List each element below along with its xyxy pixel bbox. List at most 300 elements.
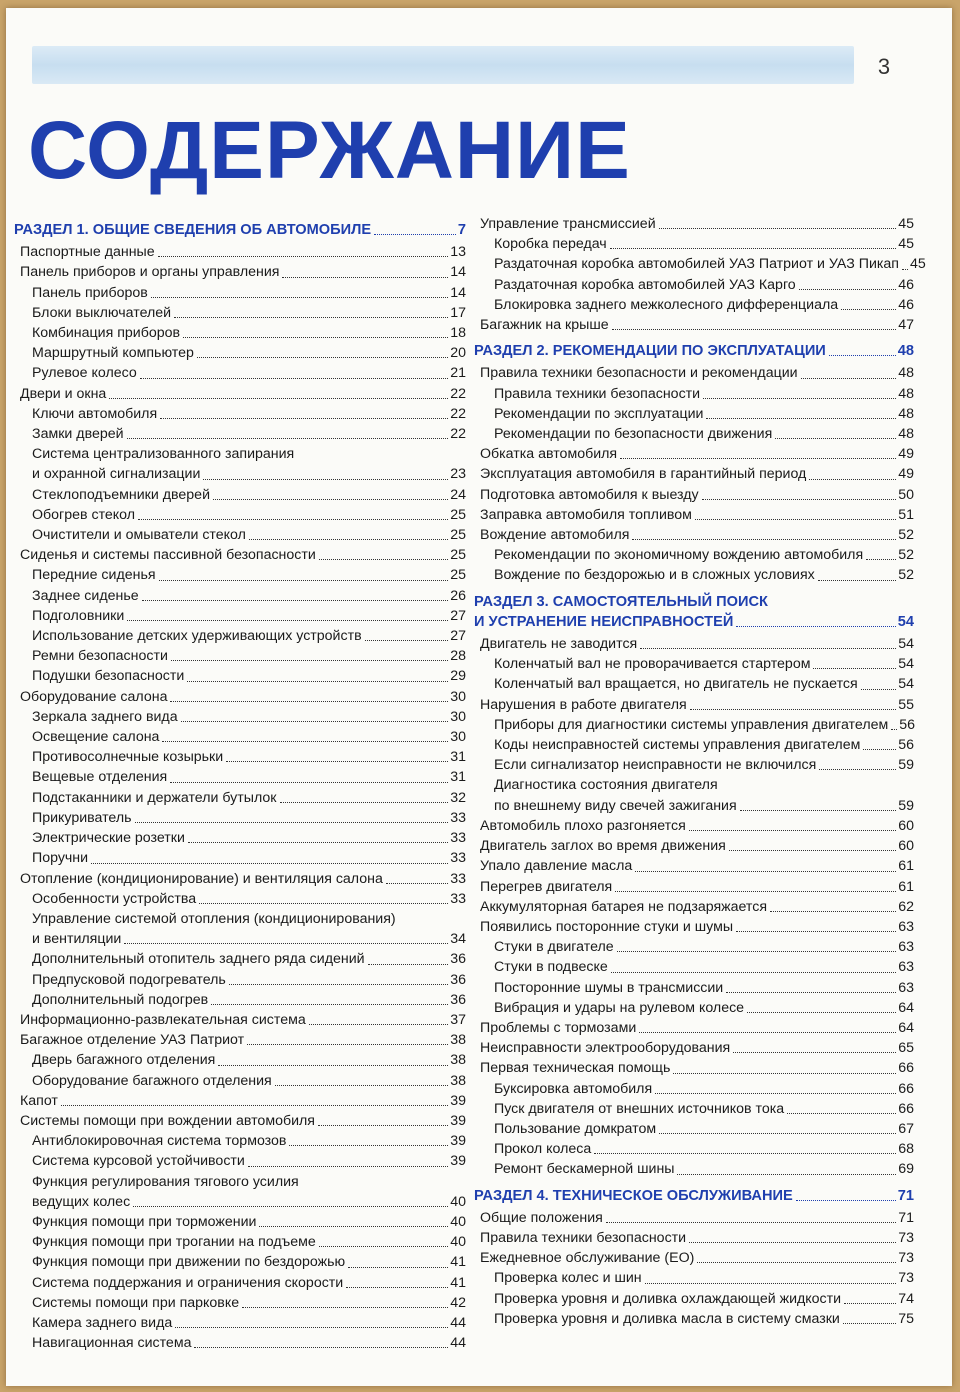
toc-entry[interactable] [474, 1248, 914, 1268]
toc-entry-title: Оборудование салона [20, 688, 168, 705]
toc-entry-title: Освещение салона [32, 729, 160, 746]
toc-entry-title: Обкатка автомобиля [480, 446, 618, 463]
toc-page-number: 38 [450, 1052, 466, 1069]
toc-page-number: 40 [450, 1193, 466, 1210]
toc-entry-title: Багажник на крыше [480, 317, 609, 334]
toc-entry[interactable] [474, 485, 914, 505]
toc-entry[interactable] [14, 1010, 466, 1030]
toc-page-number: 62 [898, 898, 914, 915]
toc-entry-title: Пользование домкратом [494, 1120, 657, 1137]
toc-entry[interactable] [474, 1038, 914, 1058]
toc-entry-title: Стуки в двигателе [494, 939, 614, 956]
toc-entry[interactable] [474, 1228, 914, 1248]
toc-entry[interactable] [474, 424, 914, 444]
toc-entry[interactable] [14, 1313, 466, 1333]
toc-page-number: 33 [450, 850, 466, 867]
toc-entry-title: Коленчатый вал вращается, но двигатель не пускается [494, 676, 858, 693]
dot-leader [138, 519, 448, 520]
toc-entry[interactable] [14, 970, 466, 990]
toc-page-number: 65 [898, 1040, 914, 1057]
toc-page-number: 59 [898, 757, 914, 774]
toc-section-heading[interactable] [474, 612, 914, 632]
book-page [6, 8, 952, 1386]
toc-section-heading[interactable] [474, 1186, 914, 1206]
dot-leader [639, 1032, 896, 1033]
toc-entry[interactable] [14, 727, 466, 747]
toc-page-number: 25 [450, 567, 466, 584]
toc-page-number: 60 [898, 817, 914, 834]
toc-entry-title: Подушки безопасности [32, 668, 185, 685]
toc-entry[interactable] [14, 1333, 466, 1353]
toc-section-heading: РАЗДЕЛ 3. САМОСТОЯТЕЛЬНЫЙ ПОИСК [474, 593, 768, 610]
dot-leader [187, 681, 448, 682]
toc-page-number: 41 [450, 1274, 466, 1291]
dot-leader [606, 1222, 896, 1223]
toc-page-number: 66 [898, 1060, 914, 1077]
toc-entry-title: Паспортные данные [20, 244, 155, 261]
toc-entry[interactable] [14, 363, 466, 383]
toc-entry[interactable] [474, 444, 914, 464]
toc-entry-title: Рулевое колесо [32, 365, 137, 382]
toc-entry-title: и охранной сигнализации [32, 466, 201, 483]
toc-entry[interactable] [14, 262, 466, 282]
dot-leader [844, 1303, 896, 1304]
dot-leader [706, 418, 896, 419]
toc-entry[interactable] [14, 788, 466, 808]
toc-entry[interactable] [14, 1030, 466, 1050]
toc-entry[interactable] [14, 565, 466, 585]
toc-page-number: 14 [450, 284, 466, 301]
toc-entry[interactable] [14, 242, 466, 262]
toc-page-number: 33 [450, 870, 466, 887]
toc-entry[interactable] [474, 856, 914, 876]
toc-entry-title: Правила техники безопасности [480, 1229, 687, 1246]
page-number: 3 [877, 54, 891, 79]
toc-entry[interactable] [14, 666, 466, 686]
toc-entry-title: Проверка уровня и доливка масла в систему смазки [494, 1310, 840, 1327]
toc-entry-title: Информационно-развлекательная система [20, 1011, 306, 1028]
toc-entry-title: Стуки в подвеске [494, 959, 608, 976]
toc-page-number: 33 [450, 809, 466, 826]
toc-entry[interactable] [14, 1050, 466, 1070]
toc-entry[interactable] [474, 525, 914, 545]
toc-entry[interactable] [14, 404, 466, 424]
toc-page-number: 22 [450, 426, 466, 443]
toc-entry-title: Передние сиденья [32, 567, 156, 584]
toc-page-number: 59 [898, 797, 914, 814]
toc-page-number: 40 [450, 1234, 466, 1251]
toc-entry-title: Вещевые отделения [32, 769, 168, 786]
toc-entry[interactable] [474, 1018, 914, 1038]
toc-entry[interactable] [474, 1268, 914, 1288]
toc-page-number: 30 [450, 708, 466, 725]
dot-leader [819, 769, 896, 770]
toc-entry[interactable] [474, 937, 914, 957]
dot-leader [181, 721, 449, 722]
toc-entry[interactable] [474, 1208, 914, 1228]
toc-page-number: 33 [450, 890, 466, 907]
dot-leader [109, 398, 448, 399]
toc-entry-title: Правила техники безопасности [494, 385, 701, 402]
toc-entry-title: Капот [20, 1092, 58, 1109]
toc-entry[interactable] [474, 1058, 914, 1078]
dot-leader [197, 357, 448, 358]
toc-page-number: 51 [898, 506, 914, 523]
dot-leader [282, 277, 448, 278]
toc-entry-title: Первая техническая помощь [480, 1060, 671, 1077]
toc-entry[interactable] [14, 767, 466, 787]
toc-entry-title: Ежедневное обслуживание (ЕО) [480, 1250, 695, 1267]
toc-page-number: 23 [450, 466, 466, 483]
toc-entry[interactable] [14, 808, 466, 828]
dot-leader [733, 1052, 896, 1053]
toc-entry[interactable] [474, 384, 914, 404]
toc-entry-title: Проверка уровня и доливка охлаждающей жидкости [494, 1290, 842, 1307]
toc-entry-title: Проблемы с тормозами [480, 1019, 637, 1036]
dot-leader [770, 911, 896, 912]
dot-leader [645, 1283, 897, 1284]
toc-entry[interactable] [14, 384, 466, 404]
toc-entry[interactable] [14, 1151, 466, 1171]
toc-entry[interactable] [474, 957, 914, 977]
toc-page-number: 50 [898, 486, 914, 503]
toc-entry[interactable] [14, 606, 466, 626]
toc-entry-title: Вождение по бездорожью и в сложных условиях [494, 567, 815, 584]
toc-entry[interactable] [474, 214, 914, 234]
toc-right-column [474, 214, 926, 1329]
toc-page-number: 46 [898, 296, 914, 313]
toc-entry[interactable] [14, 505, 466, 525]
toc-entry-title: Блоки выключателей [32, 304, 172, 321]
toc-entry-title: Аккумуляторная батарея не подзаряжается [480, 898, 768, 915]
dot-leader [242, 1307, 448, 1308]
toc-entry[interactable] [14, 525, 466, 545]
toc-entry[interactable] [14, 343, 466, 363]
toc-entry-title: Панель приборов [32, 284, 148, 301]
toc-entry[interactable] [474, 234, 914, 254]
toc-entry[interactable] [474, 978, 914, 998]
toc-entry-title: Багажное отделение УАЗ Патриот [20, 1032, 245, 1049]
toc-section-heading[interactable] [14, 220, 466, 240]
dot-leader [801, 378, 897, 379]
toc-page-number: 63 [898, 918, 914, 935]
toc-entry[interactable] [14, 889, 466, 909]
toc-page-number: 63 [898, 959, 914, 976]
dot-leader [259, 1226, 448, 1227]
toc-page-number: 52 [898, 547, 914, 564]
toc-entry[interactable] [14, 424, 466, 444]
toc-entry-title: Использование детских удерживающих устройств [32, 628, 362, 645]
toc-page-number: 44 [450, 1314, 466, 1331]
toc-entry[interactable] [14, 848, 466, 868]
toc-entry[interactable] [14, 1212, 466, 1232]
dot-leader [736, 626, 895, 627]
toc-entry[interactable] [474, 363, 914, 383]
toc-entry-line: Функция регулирования тягового усилия [32, 1173, 299, 1190]
dot-leader [229, 984, 448, 985]
toc-entry[interactable] [474, 1099, 914, 1119]
toc-entry[interactable] [14, 1091, 466, 1111]
toc-page-number: 71 [898, 1209, 914, 1226]
toc-entry[interactable] [14, 1131, 466, 1151]
dot-leader [159, 580, 449, 581]
toc-entry[interactable] [14, 303, 466, 323]
toc-entry[interactable] [14, 929, 466, 949]
toc-entry-title: РАЗДЕЛ 4. ТЕХНИЧЕСКОЕ ОБСЛУЖИВАНИЕ [474, 1187, 793, 1204]
toc-page-number: 54 [898, 636, 914, 653]
toc-page-number: 36 [450, 991, 466, 1008]
toc-entry[interactable] [474, 1119, 914, 1139]
dot-leader [188, 842, 448, 843]
dot-leader [127, 620, 448, 621]
toc-page-number: 48 [898, 385, 914, 402]
toc-entry[interactable] [474, 505, 914, 525]
toc-entry-title: Обогрев стекол [32, 506, 136, 523]
dot-leader [611, 972, 897, 973]
toc-page-number: 20 [450, 345, 466, 362]
toc-entry[interactable] [474, 755, 914, 775]
toc-entry-title: Зеркала заднего вида [32, 708, 178, 725]
dot-leader [318, 1125, 448, 1126]
toc-section-heading[interactable] [474, 341, 914, 361]
toc-entry[interactable] [14, 949, 466, 969]
toc-page-number: 68 [898, 1141, 914, 1158]
toc-page-number: 38 [450, 1032, 466, 1049]
toc-entry[interactable] [14, 1273, 466, 1293]
dot-leader [211, 1004, 448, 1005]
toc-page-number: 26 [450, 587, 466, 604]
dot-leader [866, 559, 896, 560]
toc-entry-title: Дверь багажного отделения [32, 1052, 216, 1069]
toc-entry[interactable] [14, 283, 466, 303]
toc-entry[interactable] [14, 1252, 466, 1272]
toc-entry-title: Навигационная система [32, 1335, 192, 1352]
toc-entry[interactable] [474, 634, 914, 654]
toc-page-number: 34 [450, 931, 466, 948]
toc-entry[interactable] [14, 747, 466, 767]
dot-leader [183, 337, 448, 338]
dot-leader [729, 850, 896, 851]
dot-leader [891, 729, 897, 730]
toc-entry[interactable] [14, 646, 466, 666]
dot-leader [175, 1327, 448, 1328]
toc-entry[interactable] [474, 715, 914, 735]
toc-entry-title: Проверка колес и шин [494, 1270, 642, 1287]
dot-leader [368, 964, 449, 965]
dot-leader [610, 248, 897, 249]
dot-leader [170, 782, 448, 783]
toc-entry[interactable] [474, 695, 914, 715]
toc-page-number: 32 [450, 789, 466, 806]
toc-entry[interactable] [474, 275, 914, 295]
toc-page-number: 44 [450, 1335, 466, 1352]
dot-leader [612, 329, 897, 330]
toc-entry[interactable] [14, 586, 466, 606]
toc-entry-title: Двигатель заглох во время движения [480, 838, 726, 855]
toc-entry[interactable] [14, 1192, 466, 1212]
toc-entry[interactable] [14, 869, 466, 889]
toc-entry-title: Если сигнализатор неисправности не включился [494, 757, 817, 774]
dot-leader [160, 418, 448, 419]
toc-entry[interactable] [474, 877, 914, 897]
toc-entry[interactable] [14, 485, 466, 505]
toc-entry[interactable] [14, 707, 466, 727]
toc-entry-title: Нарушения в работе двигателя [480, 696, 687, 713]
dot-leader [162, 741, 448, 742]
toc-entry[interactable] [474, 1079, 914, 1099]
toc-page-number: 14 [450, 264, 466, 281]
toc-entry-title: Маршрутный компьютер [32, 345, 194, 362]
toc-entry[interactable] [474, 1139, 914, 1159]
dot-leader [171, 660, 448, 661]
toc-entry[interactable] [14, 626, 466, 646]
toc-entry-title: Подголовники [32, 607, 125, 624]
toc-page-number: 61 [898, 878, 914, 895]
dot-leader [689, 830, 896, 831]
toc-page-number: 63 [898, 979, 914, 996]
dot-leader [747, 1012, 896, 1013]
toc-entry-title: Двигатель не заводится [480, 636, 638, 653]
toc-entry-title: Коробка передач [494, 236, 607, 253]
toc-entry[interactable] [474, 315, 914, 335]
toc-entry[interactable] [474, 1309, 914, 1329]
dot-leader [659, 228, 897, 229]
toc-page-number: 74 [898, 1290, 914, 1307]
toc-page-number: 25 [450, 506, 466, 523]
toc-entry[interactable] [14, 687, 466, 707]
toc-page-number: 27 [450, 607, 466, 624]
dot-leader [170, 701, 448, 702]
toc-entry[interactable] [474, 816, 914, 836]
toc-entry[interactable] [14, 545, 466, 565]
toc-page-number: 30 [450, 688, 466, 705]
toc-entry[interactable] [14, 828, 466, 848]
dot-leader [740, 810, 897, 811]
toc-entry-title: Комбинация приборов [32, 325, 181, 342]
toc-page-number: 31 [450, 749, 466, 766]
toc-page-number: 27 [450, 628, 466, 645]
toc-entry[interactable] [474, 735, 914, 755]
header-bar [32, 46, 854, 84]
dot-leader [213, 499, 448, 500]
toc-entry-title: Правила техники безопасности и рекомендации [480, 365, 798, 382]
toc-entry-title: Прокол колеса [494, 1141, 592, 1158]
toc-entry[interactable] [14, 464, 466, 484]
toc-entry[interactable] [14, 1071, 466, 1091]
toc-entry[interactable] [474, 464, 914, 484]
toc-page-number: 7 [457, 222, 466, 238]
toc-entry[interactable] [474, 254, 926, 274]
dot-leader [695, 519, 896, 520]
toc-entry-title: РАЗДЕЛ 2. РЕКОМЕНДАЦИИ ПО ЭКСПЛУАТАЦИИ [474, 343, 826, 360]
dot-leader [736, 931, 896, 932]
toc-entry-title: И УСТРАНЕНИЕ НЕИСПРАВНОСТЕЙ [474, 613, 734, 630]
toc-entry[interactable] [474, 404, 914, 424]
toc-page-number: 55 [898, 696, 914, 713]
dot-leader [135, 822, 449, 823]
toc-page-number: 36 [450, 951, 466, 968]
dot-leader [365, 640, 449, 641]
dot-leader [726, 992, 896, 993]
dot-leader [249, 539, 448, 540]
toc-entry[interactable] [14, 990, 466, 1010]
toc-page-number: 25 [450, 547, 466, 564]
toc-entry[interactable] [474, 836, 914, 856]
toc-entry-title: Подстаканники и держатели бутылок [32, 789, 277, 806]
toc-page-number: 39 [450, 1112, 466, 1129]
dot-leader [275, 1085, 449, 1086]
toc-entry[interactable] [474, 295, 914, 315]
toc-entry-title: Раздаточная коробка автомобилей УАЗ Патриот и УАЗ Пикап [494, 256, 899, 273]
toc-entry-title: Подготовка автомобиля к выезду [480, 486, 699, 503]
toc-page-number: 73 [898, 1229, 914, 1246]
toc-entry-title: Коды неисправностей системы управления двигателем [494, 737, 861, 754]
dot-leader [813, 668, 896, 669]
toc-entry-title: Ремонт бескамерной шины [494, 1161, 675, 1178]
toc-entry[interactable] [14, 323, 466, 343]
dot-leader [203, 479, 448, 480]
toc-entry-title: Управление трансмиссией [480, 216, 656, 232]
toc-entry-title: Система поддержания и ограничения скорости [32, 1274, 344, 1291]
toc-entry[interactable] [14, 1293, 466, 1313]
toc-page-number: 64 [898, 1019, 914, 1036]
toc-entry-title: Противосолнечные козырьки [32, 749, 224, 766]
toc-page-number: 22 [450, 385, 466, 402]
toc-entry[interactable] [474, 654, 914, 674]
dot-leader [809, 479, 896, 480]
toc-entry-line: Диагностика состояния двигателя [494, 777, 718, 794]
toc-page-number: 60 [898, 838, 914, 855]
toc-entry[interactable] [474, 1159, 914, 1179]
toc-entry-title: Неисправности электрооборудования [480, 1040, 731, 1057]
toc-entry[interactable] [474, 1289, 914, 1309]
dot-leader [690, 709, 897, 710]
toc-entry[interactable] [474, 565, 914, 585]
toc-entry-title: Отопление (кондиционирование) и вентиляция салона [20, 870, 383, 887]
toc-entry[interactable] [474, 545, 914, 565]
toc-entry-title: Функция помощи при торможении [32, 1213, 257, 1230]
toc-page-number: 52 [898, 527, 914, 544]
dot-leader [799, 289, 897, 290]
dot-leader [863, 749, 896, 750]
toc-entry-title: Двери и окна [20, 385, 107, 402]
toc-entry[interactable] [474, 917, 914, 937]
dot-leader [226, 761, 448, 762]
toc-entry-title: Появились посторонние стуки и шумы [480, 918, 734, 935]
dot-leader [620, 458, 896, 459]
toc-entry[interactable] [14, 1232, 466, 1252]
toc-entry[interactable] [474, 796, 914, 816]
toc-page-number: 13 [450, 244, 466, 261]
toc-page-number: 36 [450, 971, 466, 988]
dot-leader [689, 1242, 896, 1243]
toc-entry[interactable] [474, 998, 914, 1018]
toc-entry-title: Перегрев двигателя [480, 878, 613, 895]
toc-entry-title: Особенности устройства [32, 890, 197, 907]
toc-entry[interactable] [474, 897, 914, 917]
toc-page-number: 63 [898, 939, 914, 956]
toc-entry-title: Рекомендации по эксплуатации [494, 405, 704, 422]
toc-entry[interactable] [474, 674, 914, 694]
toc-page-number: 37 [450, 1011, 466, 1028]
toc-page-number: 56 [899, 716, 916, 733]
dot-leader [386, 883, 448, 884]
dot-leader [319, 559, 448, 560]
dot-leader [659, 1133, 896, 1134]
toc-entry-title: Вибрация и удары на рулевом колесе [494, 999, 745, 1016]
dot-leader [703, 398, 896, 399]
toc-entry[interactable] [14, 1111, 466, 1131]
